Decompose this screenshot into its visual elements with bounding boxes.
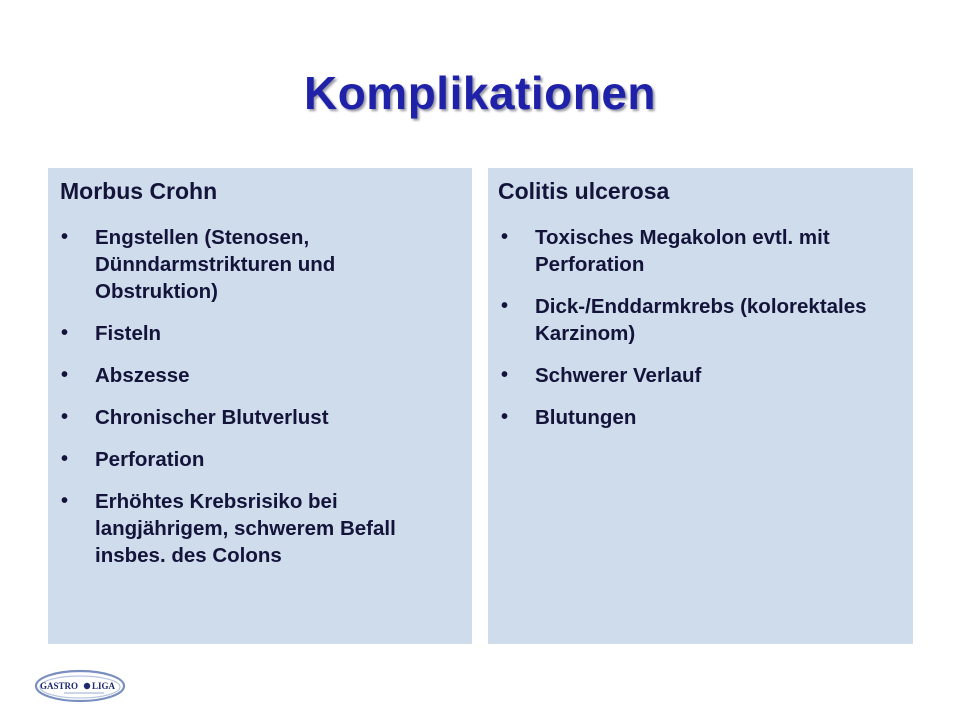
list-item xyxy=(48,446,472,473)
logo-text-left: GASTRO xyxy=(40,681,79,691)
colitis-ulcerosa-list xyxy=(488,224,913,446)
slide-title: Komplikationen xyxy=(303,67,657,119)
morbus-crohn-list xyxy=(48,224,472,584)
morbus-crohn-heading: Morbus Crohn xyxy=(60,178,218,204)
gastroliga-logo xyxy=(34,668,126,704)
list-item-text: Schwerer Verlauf xyxy=(535,364,702,387)
logo-text-right: LIGA xyxy=(92,681,116,691)
bullet-icon: • xyxy=(61,490,69,512)
bullet-icon: • xyxy=(501,295,509,317)
bullet-icon: • xyxy=(61,448,69,470)
list-item xyxy=(488,404,913,431)
list-item xyxy=(488,224,913,278)
colitis-ulcerosa-heading: Colitis ulcerosa xyxy=(498,178,670,204)
list-item-text: Fisteln xyxy=(95,322,162,345)
list-item xyxy=(48,404,472,431)
list-item-text: Chronischer Blutverlust xyxy=(95,406,329,429)
list-item-text: Abszesse xyxy=(95,364,190,387)
list-item-text: Erhöhtes Krebsrisiko bei langjährigem, schwerem Befall insbes. des Colons xyxy=(95,490,396,567)
list-item xyxy=(488,293,913,347)
list-item-text: Perforation xyxy=(95,448,205,471)
list-item-text: Blutungen xyxy=(535,406,637,429)
bullet-icon: • xyxy=(501,226,509,248)
list-item xyxy=(488,362,913,389)
gastroliga-logo-icon xyxy=(34,668,126,704)
logo-dot xyxy=(84,683,90,689)
bullet-icon: • xyxy=(61,226,69,248)
list-item xyxy=(48,488,472,569)
list-item-text: Engstellen (Stenosen, Dünndarmstrikturen und Obstruktion) xyxy=(95,226,336,303)
bullet-icon: • xyxy=(501,406,509,428)
morbus-crohn-panel xyxy=(48,168,472,644)
bullet-icon: • xyxy=(61,364,69,386)
list-item xyxy=(48,320,472,347)
list-item xyxy=(48,362,472,389)
list-item xyxy=(48,224,472,305)
bullet-icon: • xyxy=(61,322,69,344)
bullet-icon: • xyxy=(61,406,69,428)
colitis-ulcerosa-panel xyxy=(488,168,913,644)
bullet-icon: • xyxy=(501,364,509,386)
list-item-text: Dick-/Enddarmkrebs (kolorektales Karzinom) xyxy=(535,295,867,345)
list-item-text: Toxisches Megakolon evtl. mit Perforation xyxy=(535,226,830,276)
